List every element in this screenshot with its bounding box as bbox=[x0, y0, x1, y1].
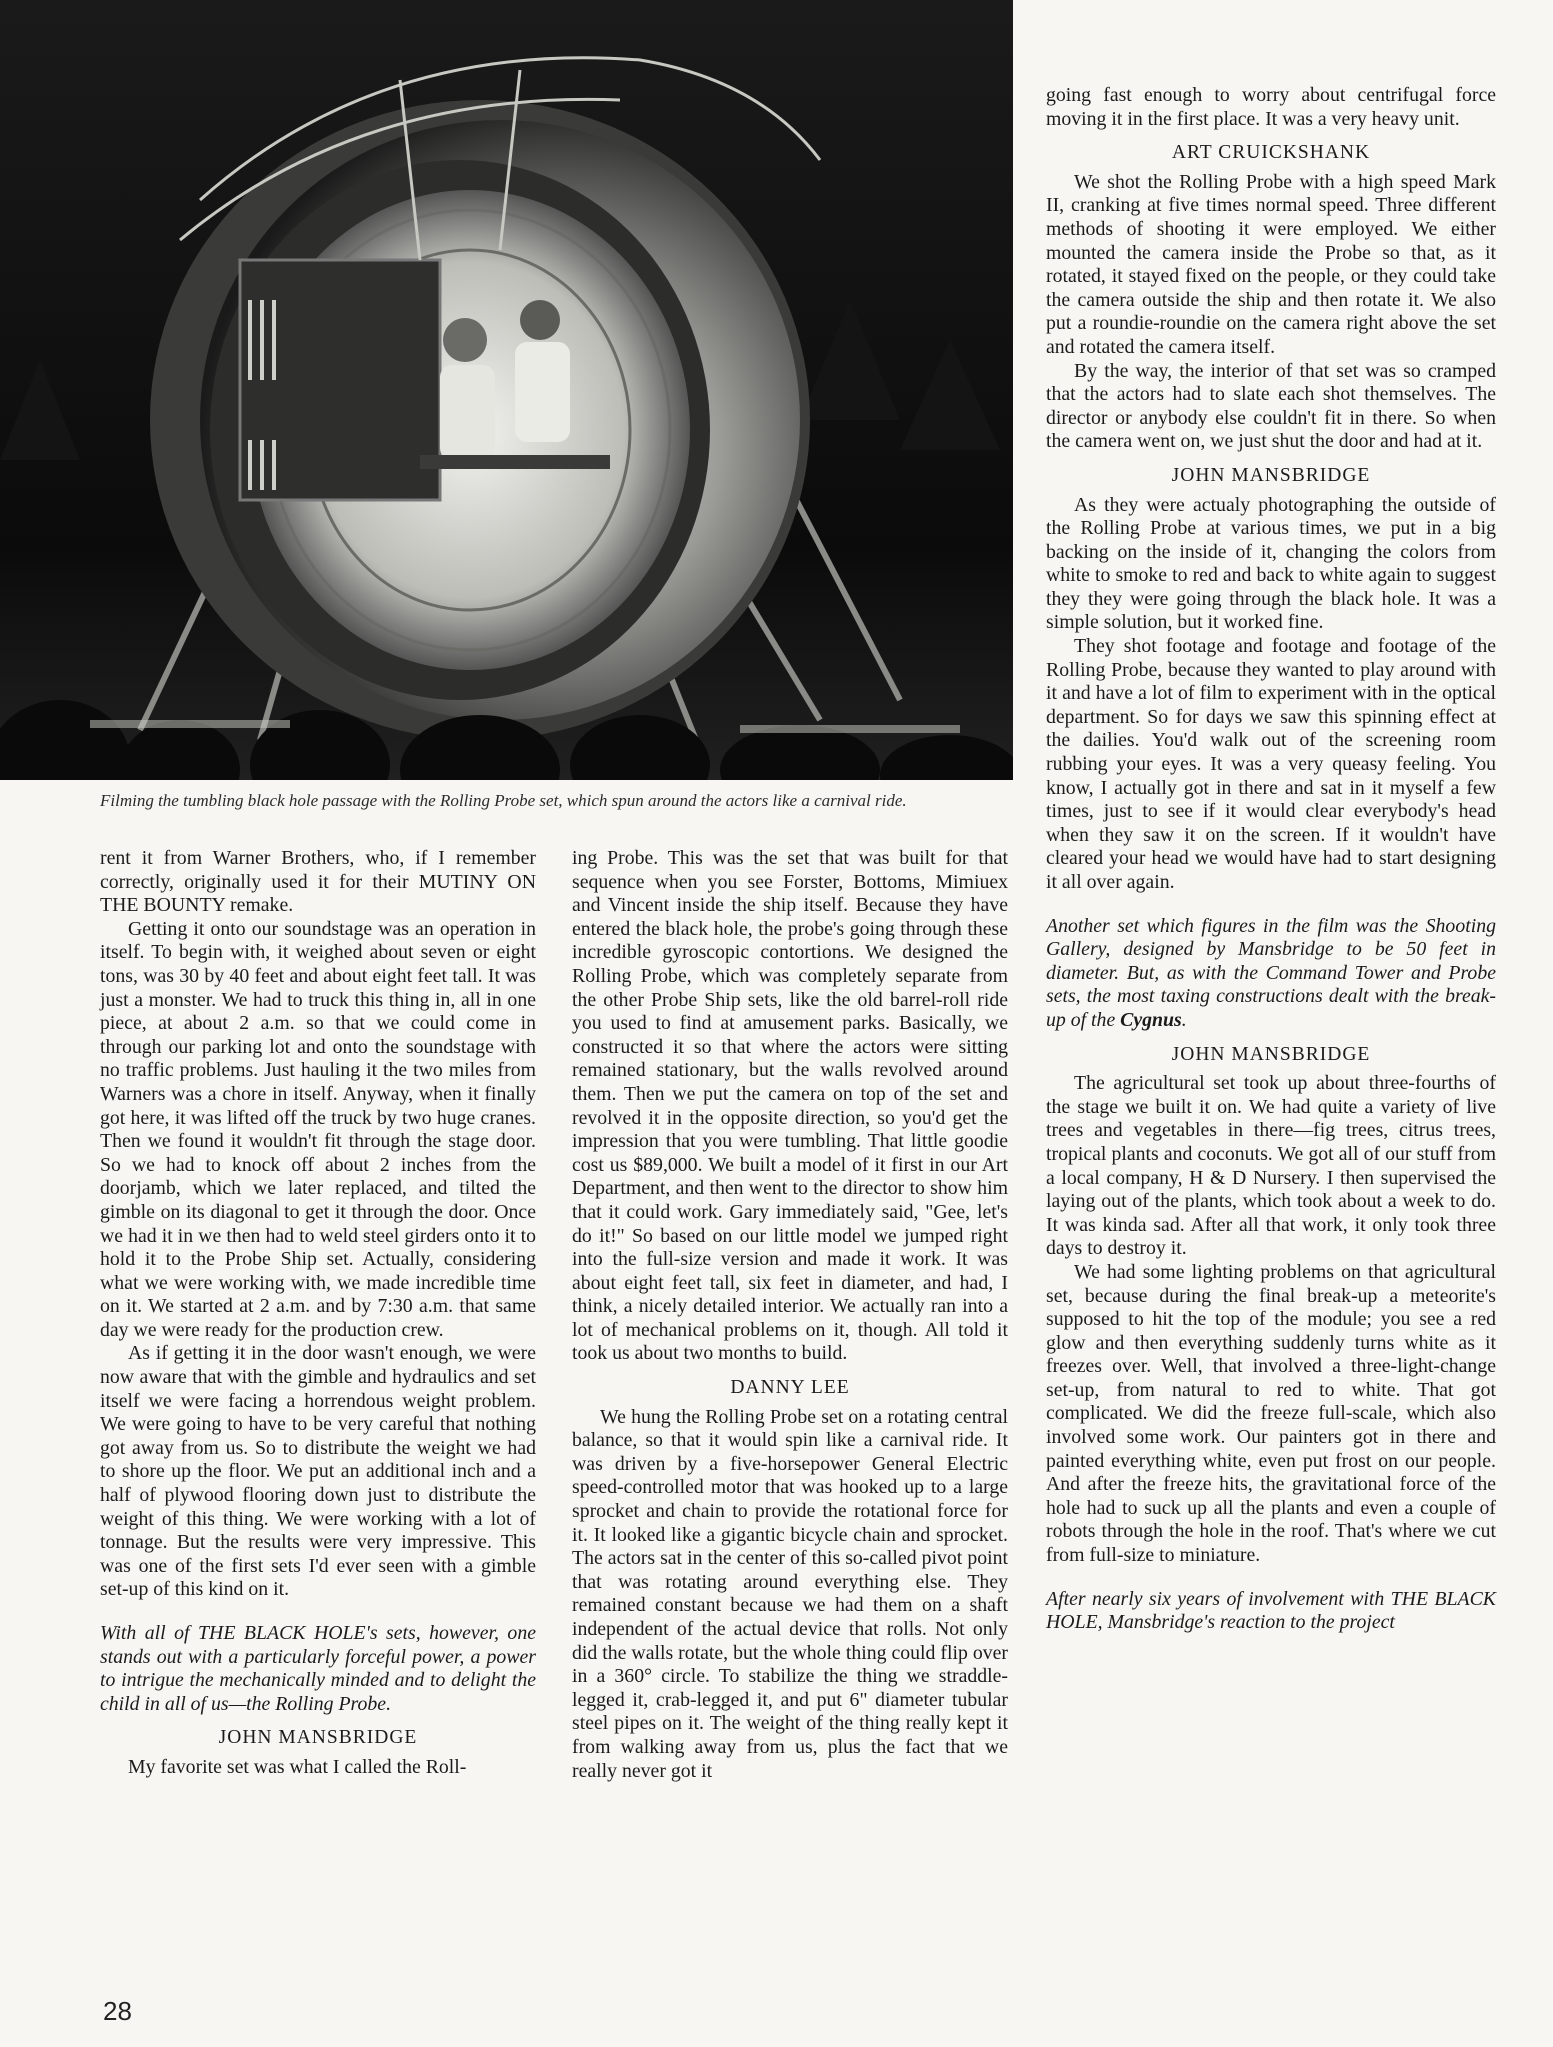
rolling-probe-illustration bbox=[0, 0, 1013, 780]
speaker-heading: DANNY LEE bbox=[730, 1377, 850, 1399]
paragraph: We hung the Rolling Probe set on a rotating central balance, so that it would spin like a carnival ride. It was driven by a five-horsepower General Electric speed-controlled motor that was hooked up to a large sprocket and chain to provide the rotational force for it. It looked like a gigantic bicycle chain and sprocket. The actors sat in the center of this so-called pivot point that was rotating around everything else. They remained constant because we had them on a shaft independent of the actual device that rolls. Not only did the walls rotate, but the whole thing could flip over in a 360° circle. To stabilize the thing we straddle-legged it, crab-legged it, and put 6" diameter tubular steel pipes on it. The weight of the thing really kept it from walking away from us, plus the fact that we really never got it bbox=[572, 1405, 1008, 1782]
speaker-heading: JOHN MANSBRIDGE bbox=[1171, 1043, 1371, 1065]
speaker-heading: JOHN MANSBRIDGE bbox=[218, 1727, 418, 1749]
italic-bold-text: Cygnus bbox=[1120, 1008, 1182, 1031]
paragraph: The agricultural set took up about three-fourths of the stage we built it on. We had quite a variety of live trees and vegetables in there—fig trees, citrus trees, tropical plants and coconuts. We got all of our stuff from a local company, H & D Nursery. I then supervised the laying out of the plants, which took about a week to do. It was kinda sad. After all that work, it only took three days to destroy it. bbox=[1046, 1072, 1496, 1260]
text-column-1 bbox=[100, 847, 536, 1780]
paragraph: By the way, the interior of that set was so cramped that the actors had to slate each shot themselves. The director or anybody else couldn't fit in there. So when the camera went on, we just shut the door and had at it. bbox=[1046, 359, 1496, 453]
paragraph: They shot footage and footage and footage of the Rolling Probe, because they wanted to play around with it and have a lot of film to experiment with in the optical department. So for days we saw this spinning effect at the dailies. You'd walk out of the screening room rubbing your eyes. It was a very queasy feeling. You know, I actually got in there and sat in it myself a few times, just to see if it would clear everybody's head when they saw it on the screen. If it wouldn't have cleared your head we would have had to start designing it all over again. bbox=[1046, 635, 1496, 893]
paragraph: My favorite set was what I called the Roll- bbox=[128, 1755, 467, 1778]
paragraph: We had some lighting problems on that agricultural set, because during the final break-up a meteorite's supposed to hit the top of the module; you see a red glow and then everything suddenly turns white as it freezes over. Well, that involved a three-light-change set-up, from natural to red to white. That got complicated. We did the freeze full-scale, which also involved some work. Our painters got in there and painted everything white, even put frost on our people. And after the freeze hits, the gravitational force of the hole had to suck up all the plants and even a couple of robots through the hole in the roof. That's where we cut from full-size to miniature. bbox=[1046, 1260, 1496, 1567]
paragraph: ing Probe. This was the set that was built for that sequence when you see Forster, Bottoms, Mimiuex and Vincent inside the ship itself. Because they have entered the black hole, the probe's going through these incredible gyroscopic contortions. We designed the Rolling Probe, which was completely separate from the other Probe Ship sets, like the old barrel-roll ride you used to find at amusement parks. Basically, we constructed it so that where the actors were sitting remained stationary, but the walls revolved around them. Then we put the camera on top of the set and revolved it in the opposite direction, so you'd get the impression that you were tumbling. That little goodie cost us $89,000. We built a model of it first in our Art Department, and then went to the director to show him that it could work. Gary immediately said, "Gee, let's do it!" So based on our little model we jumped right into the full-size version and made it work. It was about eight feet tall, six feet in diameter, and had, I think, a nicely detailed interior. We actually ran into a lot of mechanical problems on it, though. All told it took us about two months to build. bbox=[572, 847, 1008, 1365]
italic-intro: With all of THE BLACK HOLE's sets, however, one stands out with a particularly forceful power, a power to intrigue the mechanically minded and to delight the child in all of us—the Rolling Probe. bbox=[100, 1622, 536, 1715]
paragraph: As if getting it in the door wasn't enough, we were now aware that with the gimble and hydraulics and set itself we were facing a horrendous weight problem. We were going to have to be very careful that nothing got away from us. So to distribute the weight we had to shore up the floor. We put an additional inch and a half of plywood flooring down just to distribute the weight of this thing. We were working with a lot of tonnage. But the results were very impressive. This was one of the first sets I'd ever seen with a gimble set-up of this kind on it. bbox=[100, 1342, 536, 1601]
paragraph: As they were actualy photographing the outside of the Rolling Probe at various times, we put in a big backing on the inside of it, changing the colors from white to smoke to red and back to white again to suggest they they were going through the black hole. It was a simple solution, but it worked fine. bbox=[1046, 493, 1496, 634]
text-column-2 bbox=[572, 847, 1008, 1783]
paragraph: Getting it onto our soundstage was an operation in itself. To begin with, it weighed about seven or eight tons, was 30 by 40 feet and about eight feet tall. It was just a monster. We had to truck this thing in, all in one piece, at about 2 a.m. so that we could come in through our parking lot and onto the soundstage with no traffic problems. Just hauling it the two miles from Warners was a chore in itself. Anyway, when it finally got here, it was lifted off the truck by two huge cranes. Then we found it wouldn't fit through the stage door. So we had to knock off about 2 inches from the doorjamb, which we later replaced, and tilted the gimble on its diagonal to get it through the door. Once we had it in we then had to weld steel girders onto it to hold it to the Probe Ship set. Actually, considering what we were working with, we made incredible time on it. We started at 2 a.m. and by 7:30 a.m. that same day we were ready for the production crew. bbox=[100, 917, 536, 1341]
page-number: 28 bbox=[103, 1996, 132, 2026]
text-column-3 bbox=[1046, 84, 1496, 1643]
photo-caption: Filming the tumbling black hole passage with the Rolling Probe set, which spun around the actors like a carnival ride. bbox=[100, 791, 907, 810]
rolling-probe-photo bbox=[0, 0, 1013, 780]
speaker-heading: JOHN MANSBRIDGE bbox=[1171, 464, 1371, 486]
italic-text: Another set which figures in the film was the Shooting Gallery, designed by Mansbridge to be 50 feet in diameter. But, as with the Command Tower and Probe sets, the most taxing constructions dealt with the break-up of the bbox=[1046, 914, 1496, 1031]
paragraph: rent it from Warner Brothers, who, if I remember correctly, originally used it for their MUTINY ON THE BOUNTY remake. bbox=[100, 847, 536, 917]
paragraph: going fast enough to worry about centrifugal force moving it in the first place. It was a very heavy unit. bbox=[1046, 84, 1496, 130]
italic-text-end: . bbox=[1181, 1008, 1187, 1031]
speaker-heading: ART CRUICKSHANK bbox=[1171, 142, 1371, 164]
italic-intro bbox=[1046, 915, 1496, 1033]
italic-intro: After nearly six years of involvement with THE BLACK HOLE, Mansbridge's reaction to the project bbox=[1046, 1587, 1496, 1634]
paragraph: We shot the Rolling Probe with a high speed Mark II, cranking at five times normal speed. Three different methods of shooting it were employed. We either mounted the camera inside the Probe so that, as it rotated, it stayed fixed on the people, or they could take the camera outside the ship and then rotate it. We also put a roundie-roundie on the camera right above the set and rotated the camera itself. bbox=[1046, 170, 1496, 358]
